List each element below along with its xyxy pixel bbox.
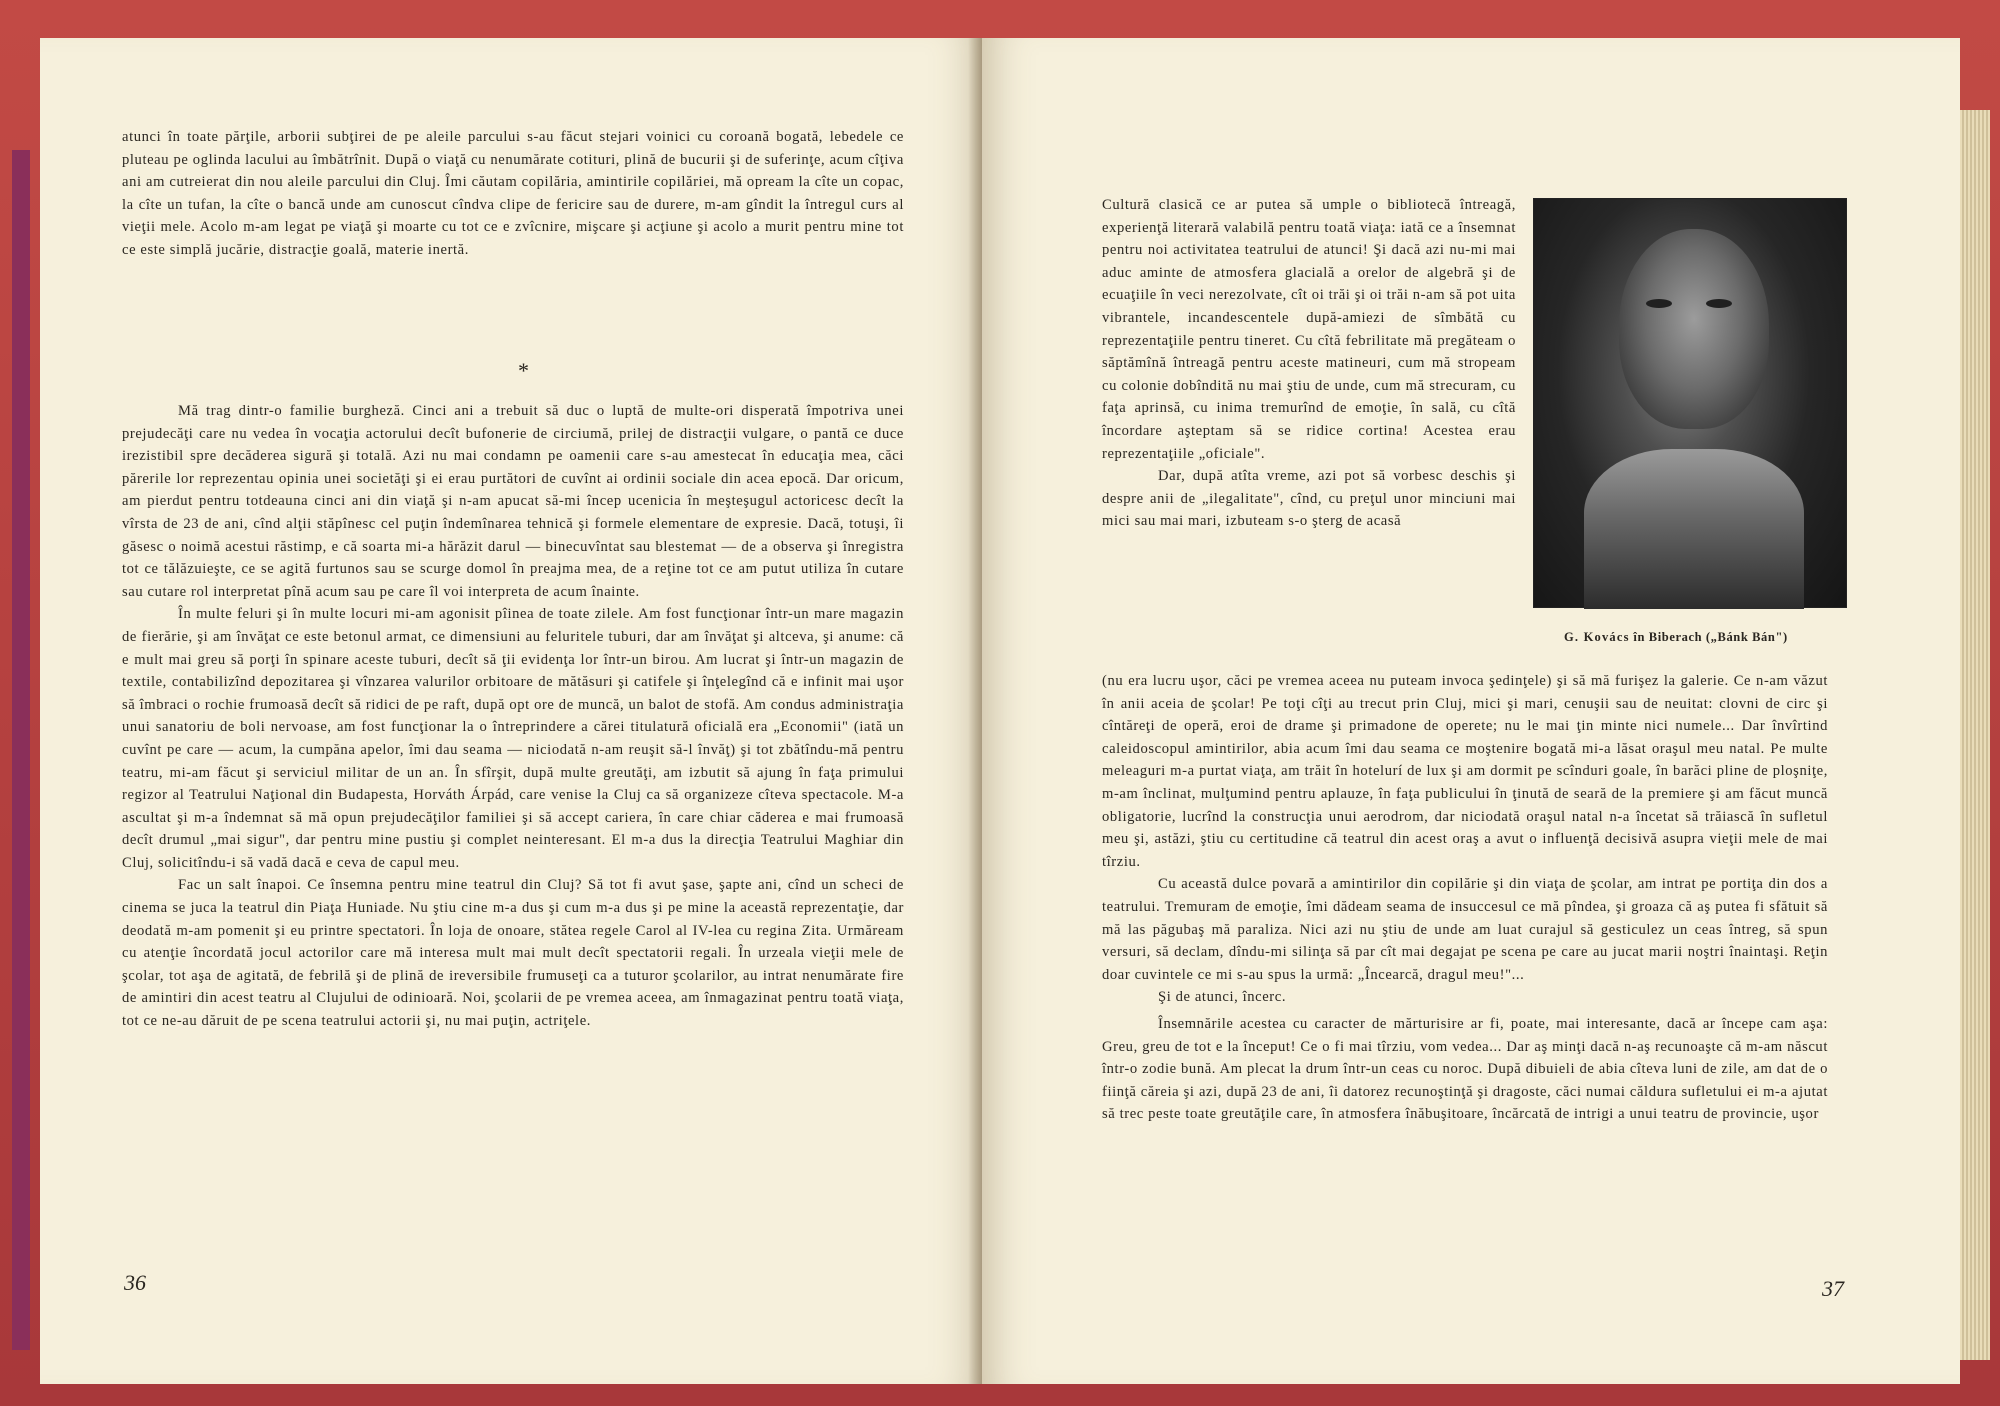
right-column-text bbox=[1102, 194, 1516, 533]
paragraph-text: Mă trag dintr-o familie burgheză. Cinci ani a trebuit să duc o luptă de multe-ori disperată împotriva unei prejudecăţi care nu vedea în vocaţia actorului decît bufonerie de circiumă, prilej de distracţii vulgare, o pantă ce duce irezistibil spre decăderea sigură şi totală. Azi nu mai condamn pe oamenii care s-au amestecat în educaţia mea, căci părerile lor reprezentau opinia unei societăţi şi ei erau purtători de cuvînt ai ordinii sociale din acea epocă. Dar oricum, am pierdut pentru totdeauna cinci ani din viaţă şi n-am apucat să-mi încep ucenicia în meşteşugul actoricesc decît la vîrsta de 23 de ani, cînd alţii stăpînesc cel puţin îndemînarea tehnică şi formele elementare de expresie. Dacă, totuşi, îi găsesc o noimă acestui răstimp, e că soarta mi-a hărăzit darul — binecuvîntat sau blestemat — de a observa şi înregistra tot ce tălăzuieşte, ce se agită furtunos sau se scurge domol în preajma mea, de a reţine tot ce am putut utiliza în cutare sau cutare rol interpretat pînă acum sau pe care îl voi interpreta de acum înainte. bbox=[122, 403, 904, 600]
paragraph-text: Fac un salt înapoi. Ce însemna pentru mine teatrul din Cluj? Să tot fi avut şase, şapte ani, cînd un scheci de cinema se juca la teatrul din Piaţa Huniade. Nu ştiu cine m-a dus şi cum m-a dus şi pe mine la această reprezentaţie, dar deodată m-am pomenit şi eu printre spectatori. În loja de onoare, stătea regele Carol al IV-lea cu regina Zita. Urmăream cu atenţie încordată jocul actorilor care mă interesa mult mai mult decît spectatorii regali. În urzeala vieţii mele de şcolar, tot aşa de agitată, de febrilă şi de plină de ireversibile frumuseţi ca a tuturor şcolarilor, au intrat nenumărate fire de amintiri din acest teatru al Clujului de odinioară. Noi, şcolarii de pe vremea aceea, am înmagazinat pentru toată viaţa, tot ce ne-au dăruit de pe scena teatrului actorii şi, nu mai puţin, actriţele. bbox=[122, 877, 904, 1030]
paragraph-text: Însemnările acestea cu caracter de mărturisire ar fi, poate, mai interesante, dacă ar începe cam aşa: Greu, greu de tot e la început! Ce o fi mai tîrziu, vom vedea... Dar aş minţi dacă n-aş recunoaşte că m-am născut într-o zodie bună. Am plecat la drum într-un ceas cu noroc. După dibuieli de abia cîteva luni de zile, am dat de o fiinţă căreia şi azi, după 23 de ani, îi datorez recunoştinţă şi dragoste, căci numai căldura sufletului ei m-a ajutat să trec peste toate greutăţile care, în atmosfera înăbuşitoare, încărcată de intrigi a unui teatru de provincie, uşor bbox=[1102, 1015, 1828, 1123]
page-number-right: 37 bbox=[1822, 1276, 1844, 1301]
page-number-left: 36 bbox=[124, 1270, 146, 1295]
right-body bbox=[1102, 670, 1828, 1126]
portrait-face bbox=[1619, 229, 1769, 429]
caption-author: G. Kovács bbox=[1564, 630, 1630, 644]
left-page-edge bbox=[12, 150, 30, 1350]
portrait-eye bbox=[1646, 299, 1672, 308]
left-page bbox=[40, 38, 982, 1384]
paragraph-text: Dar, după atîta vreme, azi pot să vorbesc deschis şi despre anii de „ilegalitate", cînd, cu preţul unor minciuni mai mici sau mai mari, izbuteam s-o şterg de acasă bbox=[1102, 468, 1516, 530]
section-separator: * bbox=[518, 358, 529, 383]
caption-text: în Biberach („Bánk Bán") bbox=[1633, 630, 1788, 644]
paragraph-text: Şi de atunci, încerc. bbox=[1158, 989, 1287, 1006]
paragraph-text: (nu era lucru uşor, căci pe vremea aceea nu puteam invoca şedinţele) şi să mă furişez la galerie. Ce n-am văzut în anii aceia de şcolar! Pe toţi cîţi au trecut prin Cluj, mici şi mari, cenuşii sau de neuitat: clovni de circ şi cîntăreţi de operă, eroi de drame şi primadone de operete; nu le mai ţin minte nici numele... Dar învîrtind caleidoscopul amintirilor, abia acum îmi dau seama ce moştenire bogată mi-a lăsat oraşul meu natal. Pe multe meleaguri m-a purtat viaţa, am trăit în hotelurí de lux şi am dormit pe scînduri goale, în barăci pline de ploşniţe, m-am înclinat, mulţumind pentru aplauze, în faţa publicului în ţinută de seară de la premiere şi am făcut muncă obligatorie, lucrînd la construcţia unui aerodrom, dar niciodată oraşul natal n-a încetat să trăiască în sufletul meu şi, astăzi, ştiu cu certitudine că teatrul din acest oraş a avut o influenţă decisivă asupra vieţii mele de mai tîrziu. bbox=[1102, 673, 1828, 870]
paragraph-text: În multe feluri şi în multe locuri mi-am agonisit pîinea de toate zilele. Am fost funcţionar într-un mare magazin de fierărie, şi am învăţat ce este betonul armat, ce dimensiuni au feluritele tuburi, dar am învăţat şi altceva, şi anume: că e mult mai greu să porţi în spinare aceste tuburi, decît să ţii evidenţa lor într-un birou. Am lucrat şi într-un magazin de textile, contabilizînd depozitarea şi vînzarea valurilor orbitoare de mătăsuri şi catifele şi înţelegînd că e infinit mai uşor să îmbraci o rochie frumoasă decît să ridici de pe raft, după opt ore de muncă, un balot de stofă. Am condus administraţia unui sanatoriu de boli nervoase, am fost funcţionar la o întreprindere a cărei titulatură oficială era „Economii" (iată un cuvînt pe care — acum, la cumpăna apelor, îmi dau seama — niciodată n-am reuşit să-l învăţ) şi tot zbătîndu-mă pentru teatru, mi-am făcut şi serviciul militar de un an. În sfîrşit, după multe greutăţi, am izbutit să ajung în faţa primului regizor al Teatrului Naţional din Budapesta, Horváth Árpád, care venise la Cluj ca să organizeze cîteva spectacole. M-a ascultat şi m-a îndemnat să mă opun prejudecăţilor familiei şi să accept cariera, în care chiar căderea e mai frumoasă decît drumul „mai sigur", dar pentru mine pustiu şi complet neinteresant. El m-a dus la direcţia Teatrului Maghiar din Cluj, solicitîndu-i să vadă dacă e ceva de capul meu. bbox=[122, 606, 904, 871]
left-paragraph-1 bbox=[122, 126, 904, 262]
portrait-eye bbox=[1706, 299, 1732, 308]
actor-portrait-photo bbox=[1533, 198, 1847, 608]
right-page-edge bbox=[1960, 110, 1990, 1360]
paragraph-text: Cu această dulce povară a amintirilor din copilărie şi din viaţa de şcolar, am intrat pe portiţa din dos a teatrului. Tremuram de emoţie, îmi dădeam seama de insuccesul ce mă pîndea, şi groaza că aş putea fi sfătuit să mă las păgubaş mă paraliza. Nici azi nu ştiu de unde am luat curajul să gesticulez un ceas întreg, să spun versuri, să declam, dîndu-mi silinţa să par cît mai degajat pe scena pe care au jucat marii noştri înaintaşi. Reţin doar cuvintele ce mi s-au spus la urmă: „Încearcă, dragul meu!"... bbox=[1102, 876, 1828, 983]
paragraph-text: Cultură clasică ce ar putea să umple o bibliotecă întreagă, experienţă literară valabilă pentru toată viaţa: iată ce a însemnat pentru noi activitatea teatrului de atunci! Şi dacă azi nu-mi mai aduc aminte de atmosfera glacială a orelor de algebră şi de ecuaţiile în veci nerezolvate, cît oi trăi şi oi trăi n-am să pot uita vibrantele, incandescentele după-amiezi de sîmbătă cu reprezentaţiile pentru tineret. Cu cîtă febrilitate mă pregăteam o săptămînă întreagă pentru aceste matineuri, cum mă stropeam cu colonie dobîndită nu mai ştiu de unde, cum mă strecuram, cu faţa aprinsă, cu inima tremurînd de emoţie, în sală, cu cîtă încordare aşteptam să se ridice cortina! Acestea erau reprezentaţiile „oficiale". bbox=[1102, 197, 1516, 462]
right-page bbox=[982, 38, 1960, 1384]
paragraph-text: atunci în toate părţile, arborii subţirei de pe aleile parcului s-au făcut stejari voinici cu coroană bogată, lebedele ce pluteau pe oglinda lacului au îmbătrînit. După o viaţă cu nenumărate cotituri, plină de bucurii şi de suferinţe, acum cîţiva ani am cutreierat din nou aleile parcului din Cluj. Îmi căutam copilăria, amintirile copilăriei, mă opream la cîte un copac, la cîte un tufan, la cîte o bancă unde am cunoscut cîndva clipe de fericire sau de durere, m-am gîndit la întregul curs al vieţii mele. Acolo m-am legat pe viaţă şi moarte cu tot ce e zvîcnire, mişcare şi acţiune şi acolo a murit pentru mine tot ce este simplă jucărie, distracţie goală, materie inertă. bbox=[122, 129, 904, 258]
left-body bbox=[122, 400, 904, 1033]
photo-caption bbox=[1564, 630, 1834, 645]
portrait-collar bbox=[1584, 449, 1804, 609]
